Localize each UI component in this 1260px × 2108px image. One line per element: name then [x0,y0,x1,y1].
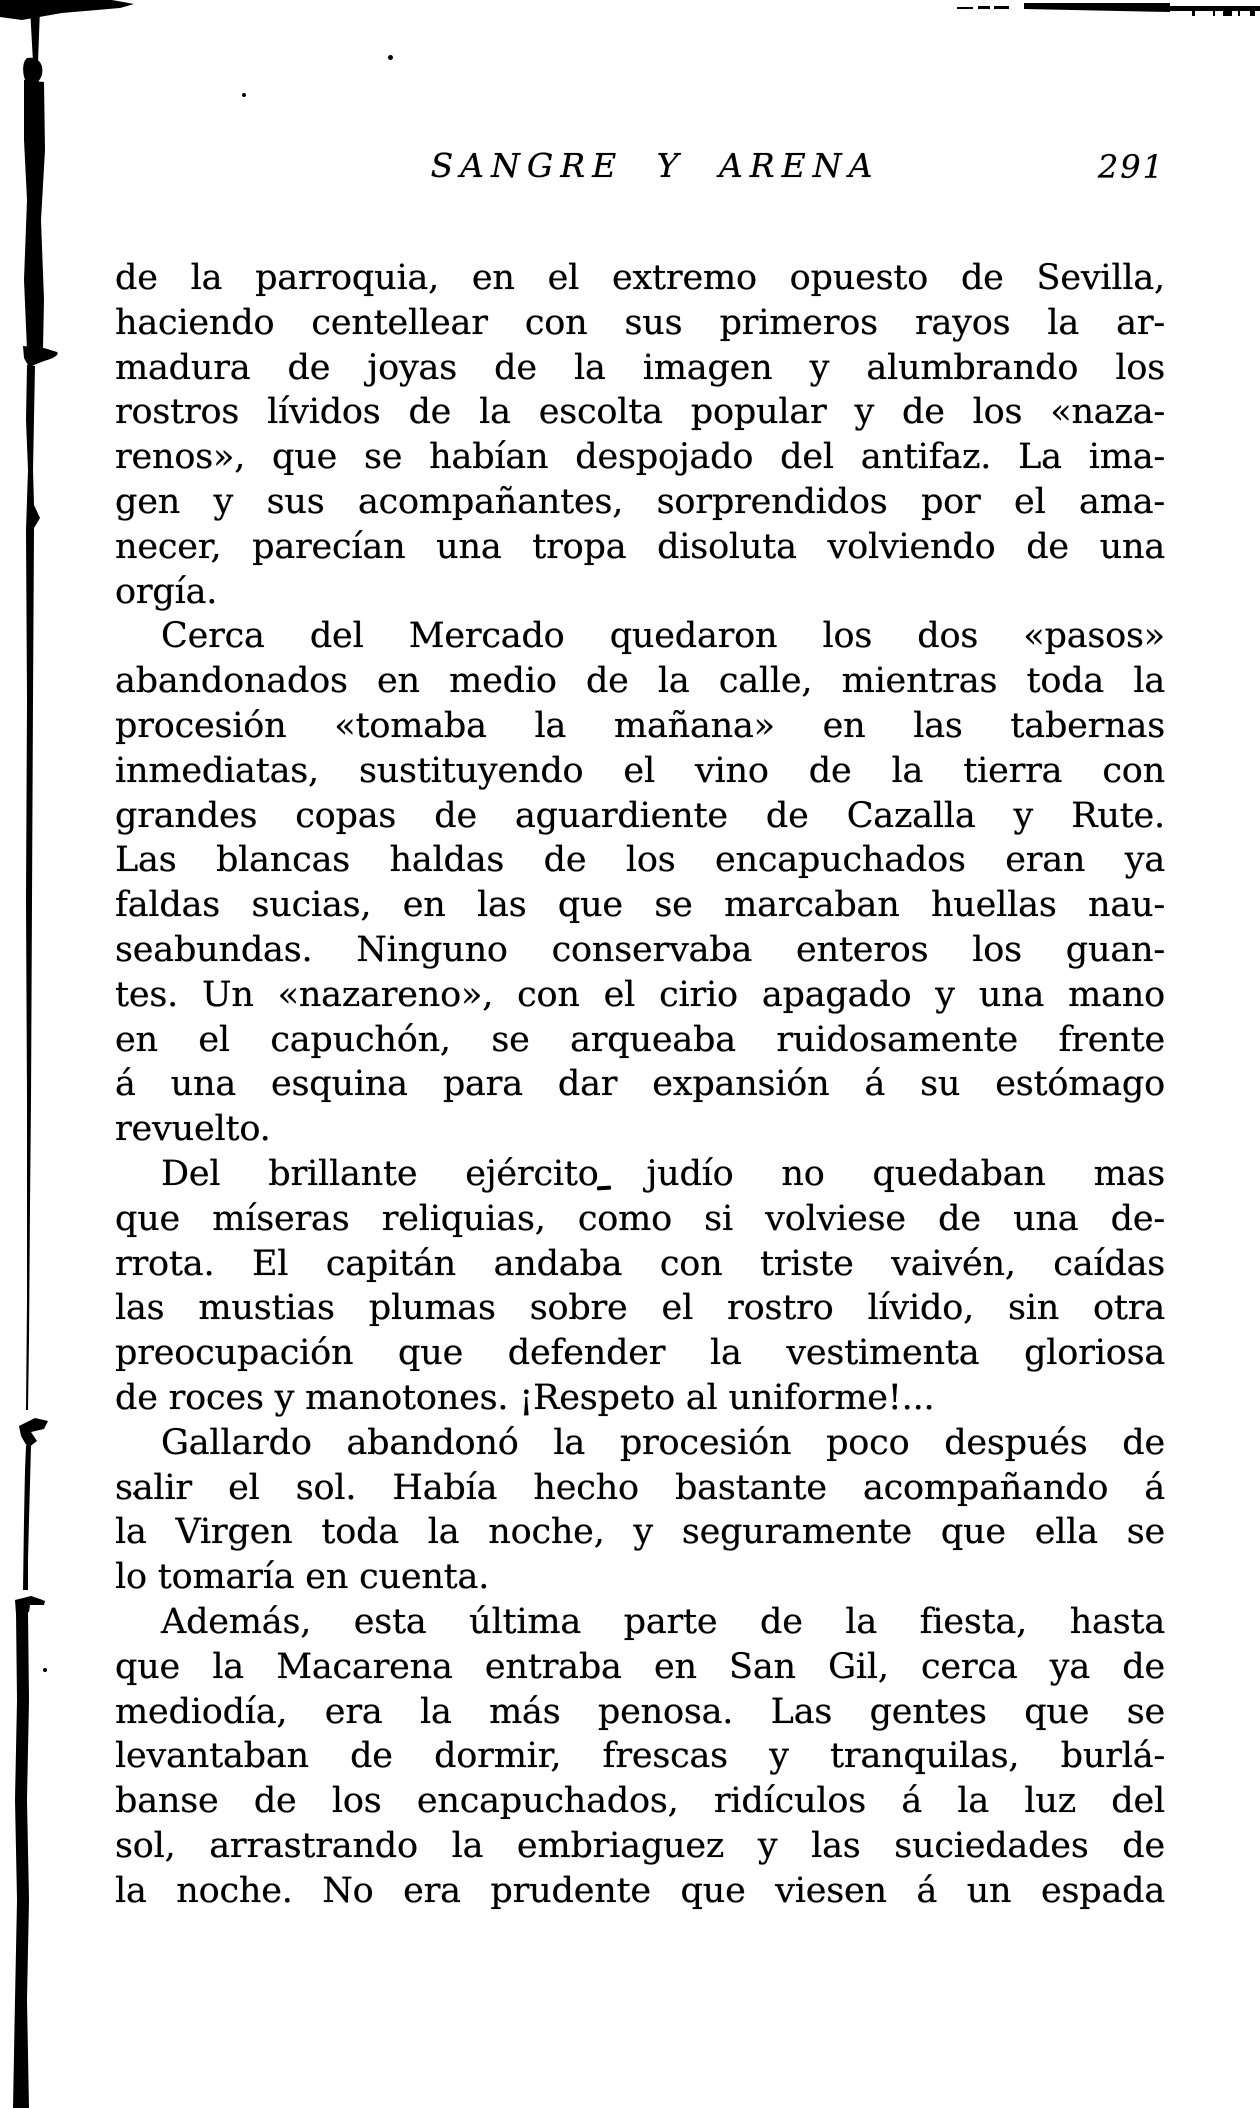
text-line: las mustias plumas sobre el rostro lívido, sin otra [115,1288,1165,1329]
text-line: necer, parecían una tropa disoluta volviendo de una [115,526,1165,567]
text-line: faldas sucias, en las que se marcaban huellas nau- [115,885,1165,926]
text-line: Cerca del Mercado quedaron los dos «pasos» [161,616,1165,657]
text-line: revuelto. [115,1109,271,1150]
text-line: mediodía, era la más penosa. Las gentes que se [115,1691,1165,1732]
text-line: grandes copas de aguardiente de Cazalla y Rute. [115,795,1165,836]
text-line: haciendo centellear con sus primeros rayos la ar- [115,302,1165,343]
paragraph [115,1600,1165,1914]
text-line: de la parroquia, en el extremo opuesto de Sevilla, [115,258,1165,298]
page-number: 291 [1097,148,1165,186]
text-line: á una esquina para dar expansión á su estómago [115,1064,1165,1105]
text-line: en el capuchón, se arqueaba ruidosamente frente [115,1019,1165,1060]
page-edge-line [920,0,1260,26]
paragraph [115,1152,1165,1421]
text-line: Gallardo abandonó la procesión poco después de [161,1422,1165,1463]
text-line: inmediatas, sustituyendo el vino de la tierra con [115,750,1165,791]
paragraph [115,256,1165,614]
text-line: Del brillante ejército judío no quedaban mas [161,1153,1165,1194]
text-line: banse de los encapuchados, ridículos á la luz del [115,1781,1165,1822]
text-line: sol, arrastrando la embriaguez y las suciedades de [115,1825,1165,1866]
text-line: preocupación que defender la vestimenta gloriosa [115,1333,1165,1374]
text-line: la noche. No era prudente que viesen á un espada [115,1870,1165,1911]
text-line: orgía. [115,571,218,612]
text-line: que la Macarena entraba en San Gil, cerca ya de [115,1646,1165,1687]
text-line: de roces y manotones. ¡Respeto al uniforme!... [115,1377,935,1418]
text-line: tes. Un «nazareno», con el cirio apagado y una mano [115,974,1165,1015]
text-line: renos», que se habían despojado del antifaz. La ima- [115,437,1165,478]
text-line: rostros lívidos de la escolta popular y de los «naza- [115,392,1165,433]
page-header [115,146,1165,192]
paragraph [115,1421,1165,1600]
text-line: Además, esta última parte de la fiesta, hasta [161,1601,1165,1642]
text-line: que míseras reliquias, como si volviese de una de- [115,1198,1165,1239]
text-line: madura de joyas de la imagen y alumbrando los [115,347,1165,388]
text-block [115,256,1165,1913]
text-line: abandonados en medio de la calle, mientras toda la [115,661,1165,702]
text-line: seabundas. Ninguno conservaba enteros los guan- [115,929,1165,970]
text-line: Las blancas haldas de los encapuchados eran ya [115,840,1165,881]
text-line: lo tomaría en cuenta. [115,1557,490,1598]
scan-speck [388,55,393,60]
text-line: salir el sol. Había hecho bastante acompañando á [115,1467,1165,1508]
running-title: SANGRE Y ARENA [430,146,880,185]
paragraph [115,614,1165,1152]
text-line: procesión «tomaba la mañana» en las tabernas [115,705,1165,746]
text-line: levantaban de dormir, frescas y tranquilas, burlá- [115,1736,1165,1777]
scan-speck [43,1668,47,1672]
text-line: gen y sus acompañantes, sorprendidos por el ama- [115,481,1165,522]
scan-speck [242,93,246,97]
text-line: rrota. El capitán andaba con triste vaivén, caídas [115,1243,1165,1284]
text-line: la Virgen toda la noche, y seguramente que ella se [115,1512,1165,1553]
